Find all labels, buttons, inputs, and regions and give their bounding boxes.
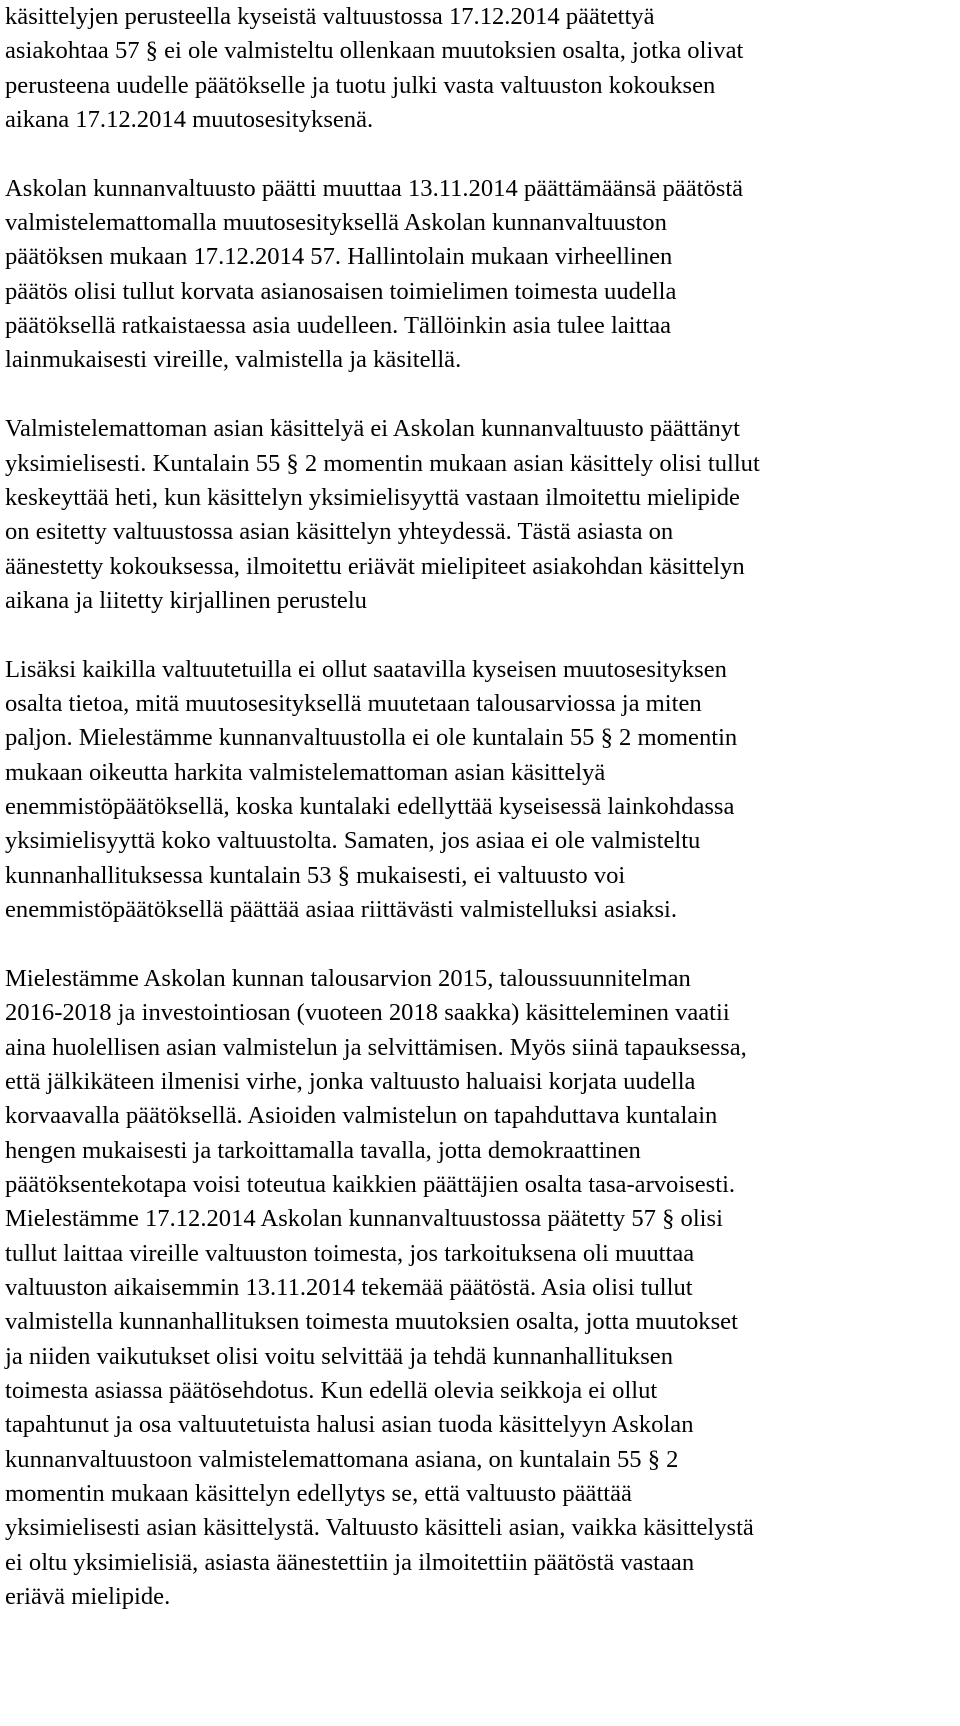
- text-line: että jälkikäteen ilmenisi virhe, jonka valtuusto haluaisi korjata uudella: [5, 1067, 696, 1095]
- text-line: yksimielisesti asian käsittelystä. Valtuusto käsitteli asian, vaikka käsittelystä: [5, 1514, 754, 1542]
- text-line: tullut laittaa vireille valtuuston toimesta, jos tarkoituksena oli muuttaa: [5, 1239, 695, 1267]
- text-line: toimesta asiassa päätösehdotus. Kun edellä olevia seikkoja ei ollut: [5, 1376, 658, 1404]
- paragraph-4: [5, 653, 955, 928]
- text-line: lainmukaisesti vireille, valmistella ja käsitellä.: [5, 346, 462, 374]
- text-line: äänestetty kokouksessa, ilmoitettu eriävät mielipiteet asiakohdan käsittelyn: [5, 552, 745, 580]
- paragraph-spacer: [5, 137, 955, 171]
- paragraph-5: [5, 962, 955, 1615]
- text-line: valtuuston aikaisemmin 13.11.2014 tekemää päätöstä. Asia olisi tullut: [5, 1273, 693, 1301]
- text-line: enemmistöpäätöksellä päättää asiaa riittävästi valmistelluksi asiaksi.: [5, 896, 678, 924]
- text-line: käsittelyjen perusteella kyseistä valtuustossa 17.12.2014 päätettyä: [5, 3, 655, 30]
- text-line: Valmistelemattoman asian käsittelyä ei Askolan kunnanvaltuusto päättänyt: [5, 415, 740, 443]
- text-line: Lisäksi kaikilla valtuutetuilla ei ollut saatavilla kyseisen muutosesityksen: [5, 655, 727, 683]
- text-line: asiakohtaa 57 § ei ole valmisteltu ollenkaan muutoksien osalta, jotka olivat: [5, 37, 744, 65]
- text-line: mukaan oikeutta harkita valmistelemattoman asian käsittelyä: [5, 758, 606, 786]
- text-line: päätös olisi tullut korvata asianosaisen toimielimen toimesta uudella: [5, 277, 677, 305]
- text-line: osalta tietoa, mitä muutosesityksellä muutetaan talousarviossa ja miten: [5, 690, 702, 718]
- text-line: enemmistöpäätöksellä, koska kuntalaki edellyttää kyseisessä lainkohdassa: [5, 793, 735, 821]
- paragraph-3: [5, 412, 955, 618]
- text-line: aikana ja liitetty kirjallinen perustelu: [5, 586, 367, 614]
- text-line: aikana 17.12.2014 muutosesityksenä.: [5, 106, 374, 134]
- text-line: kunnanhallituksessa kuntalain 53 § mukaisesti, ei valtuusto voi: [5, 861, 626, 889]
- text-line: keskeyttää heti, kun käsittelyn yksimielisyyttä vastaan ilmoitettu mielipide: [5, 483, 740, 511]
- text-line: yksimielisyyttä koko valtuustolta. Samaten, jos asiaa ei ole valmisteltu: [5, 827, 701, 855]
- text-line: tapahtunut ja osa valtuutetuista halusi asian tuoda käsittelyyn Askolan: [5, 1411, 694, 1439]
- text-line: päätöksen mukaan 17.12.2014 57. Hallintolain mukaan virheellinen: [5, 243, 673, 271]
- text-line: Askolan kunnanvaltuusto päätti muuttaa 13.11.2014 päättämäänsä päätöstä: [5, 174, 744, 202]
- text-line: valmistella kunnanhallituksen toimesta muutoksien osalta, jotta muutokset: [5, 1308, 738, 1336]
- text-line: Mielestämme Askolan kunnan talousarvion 2015, taloussuunnitelman: [5, 964, 691, 992]
- paragraph-1: [5, 0, 955, 137]
- text-line: ja niiden vaikutukset olisi voitu selvittää ja tehdä kunnanhallituksen: [5, 1342, 673, 1370]
- text-line: korvaavalla päätöksellä. Asioiden valmistelun on tapahduttava kuntalain: [5, 1102, 718, 1130]
- text-line: paljon. Mielestämme kunnanvaltuustolla ei ole kuntalain 55 § 2 momentin: [5, 724, 738, 752]
- text-line: eriävä mielipide.: [5, 1583, 171, 1610]
- text-line: päätöksentekotapa voisi toteutua kaikkien päättäjien osalta tasa-arvoisesti.: [5, 1170, 736, 1198]
- text-line: on esitetty valtuustossa asian käsittelyn yhteydessä. Tästä asiasta on: [5, 518, 674, 546]
- paragraph-spacer: [5, 618, 955, 652]
- text-line: 2016-2018 ja investointiosan (vuoteen 2018 saakka) käsitteleminen vaatii: [5, 999, 730, 1027]
- text-line: hengen mukaisesti ja tarkoittamalla tavalla, jotta demokraattinen: [5, 1136, 641, 1164]
- paragraph-2: [5, 172, 955, 378]
- text-line: aina huolellisen asian valmistelun ja selvittämisen. Myös siinä tapauksessa,: [5, 1033, 747, 1061]
- text-line: ei oltu yksimielisiä, asiasta äänestettiin ja ilmoitettiin päätöstä vastaan: [5, 1548, 695, 1576]
- text-line: valmistelemattomalla muutosesityksellä Askolan kunnanvaltuuston: [5, 209, 667, 237]
- text-line: momentin mukaan käsittelyn edellytys se, että valtuusto päättää: [5, 1479, 632, 1507]
- text-line: päätöksellä ratkaistaessa asia uudelleen. Tällöinkin asia tulee laittaa: [5, 312, 672, 340]
- paragraph-spacer: [5, 378, 955, 412]
- text-line: Mielestämme 17.12.2014 Askolan kunnanvaltuustossa päätetty 57 § olisi: [5, 1205, 723, 1233]
- document-page: [5, 0, 955, 1614]
- text-line: kunnanvaltuustoon valmistelemattomana asiana, on kuntalain 55 § 2: [5, 1445, 679, 1473]
- text-line: perusteena uudelle päätökselle ja tuotu julki vasta valtuuston kokouksen: [5, 71, 716, 99]
- text-line: yksimielisesti. Kuntalain 55 § 2 momentin mukaan asian käsittely olisi tullut: [5, 449, 760, 477]
- paragraph-spacer: [5, 927, 955, 961]
